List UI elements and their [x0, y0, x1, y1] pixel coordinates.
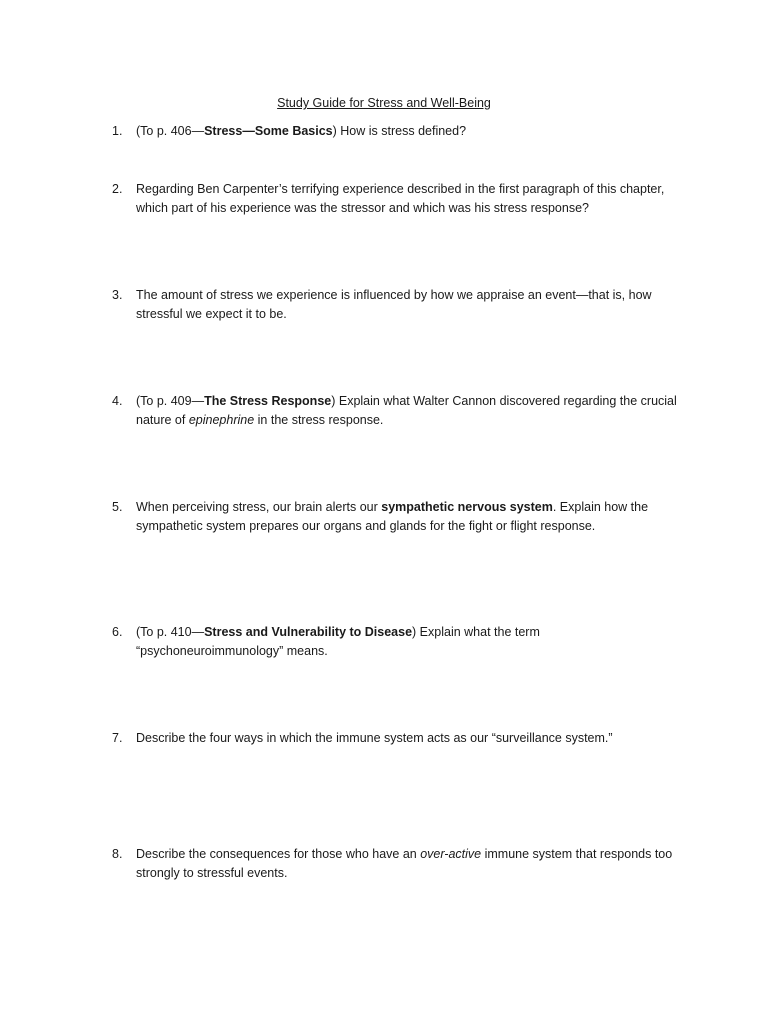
question-text — [136, 392, 677, 430]
question-text — [136, 623, 677, 661]
question-key-term: sympathetic nervous system — [381, 500, 553, 514]
question-text-segment: in the stress response. — [254, 413, 384, 427]
question-text-segment: ) Explain what the term “psychoneuroimmunology” means. — [136, 625, 540, 658]
page-title: Study Guide for Stress and Well-Being — [277, 96, 491, 110]
question-number: 2. — [112, 182, 123, 196]
question-number: 3. — [112, 288, 123, 302]
question-text-segment: Describe the consequences for those who have an — [136, 847, 421, 861]
question-number: 1. — [112, 124, 123, 138]
question-text-segment: immune system that responds too strongly to stressful events. — [136, 847, 673, 880]
question-item — [112, 180, 677, 218]
question-number: 8. — [112, 847, 123, 861]
question-item — [112, 623, 677, 661]
question-emphasis: epinephrine — [188, 413, 255, 427]
question-item — [112, 286, 677, 324]
question-text-segment: Describe the four ways in which the immune system acts as our “surveillance system.” — [136, 731, 613, 745]
question-text-segment: ) How is stress defined? — [332, 124, 467, 138]
question-text-segment: (To p. 406— — [136, 124, 205, 138]
question-text-segment: Regarding Ben Carpenter’s terrifying experience described in the first paragraph of this chapter, which part of his experience was the stressor and which was his stress response? — [136, 182, 665, 215]
question-text-segment: ) Explain what Walter Cannon discovered regarding the crucial nature of — [136, 394, 677, 427]
question-text-segment: The amount of stress we experience is influenced by how we appraise an event—that is, how stressful we expect it to be. — [136, 288, 652, 321]
question-item — [112, 122, 677, 141]
question-item — [112, 845, 677, 883]
question-text — [136, 729, 677, 748]
question-text — [136, 122, 677, 141]
question-text — [136, 180, 677, 218]
question-number: 6. — [112, 625, 123, 639]
question-section-heading: The Stress Response — [204, 394, 332, 408]
question-text-segment: . Explain how the sympathetic system prepares our organs and glands for the fight or flight response. — [136, 500, 649, 533]
question-text — [136, 286, 677, 324]
question-number: 4. — [112, 394, 123, 408]
question-number: 7. — [112, 731, 123, 745]
question-section-heading: Stress and Vulnerability to Disease — [204, 625, 413, 639]
question-item — [112, 392, 677, 430]
question-item — [112, 498, 677, 536]
question-text-segment: (To p. 410— — [136, 625, 205, 639]
question-text — [136, 498, 677, 536]
question-emphasis: over-active — [420, 847, 482, 861]
question-text-segment: When perceiving stress, our brain alerts our — [136, 500, 382, 514]
question-number: 5. — [112, 500, 123, 514]
question-item — [112, 729, 677, 748]
question-text-segment: (To p. 409— — [136, 394, 205, 408]
question-section-heading: Stress—Some Basics — [204, 124, 333, 138]
question-text — [136, 845, 677, 883]
